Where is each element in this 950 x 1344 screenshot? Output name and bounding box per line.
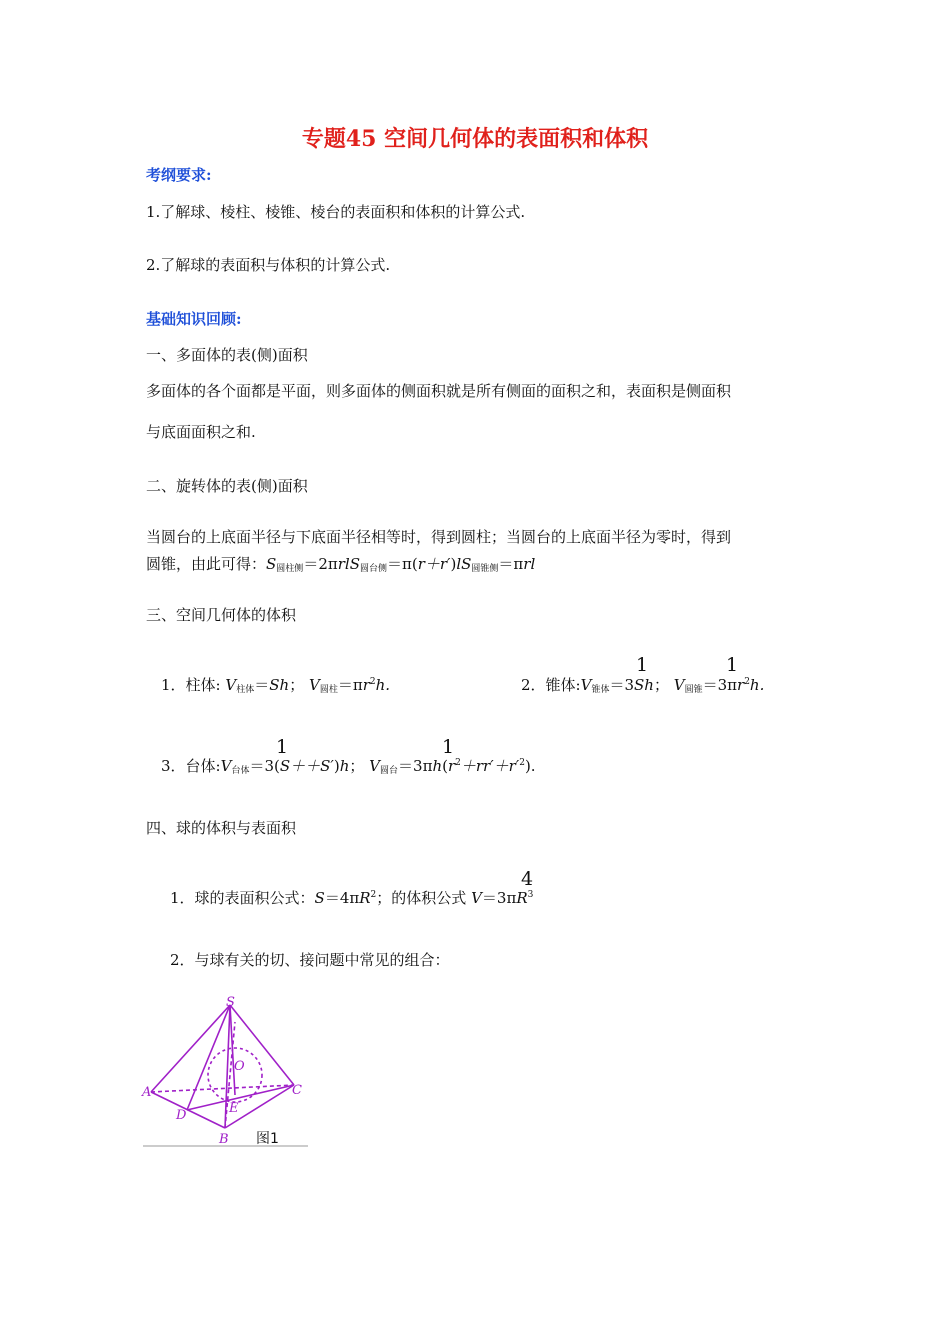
cyl-lateral-S: S: [266, 555, 277, 573]
section-4-heading: 四、球的体积与表面积: [146, 819, 297, 837]
frustum-lateral-eq: ＝π(: [386, 555, 418, 573]
cyl-lateral-eq: ＝2π: [303, 555, 338, 573]
section-2-formula-line: [146, 553, 535, 574]
sphere-R2: R: [516, 889, 528, 907]
label-E: E: [229, 1101, 239, 1116]
line-SD: [187, 1005, 230, 1110]
sphere-label: 1．球的表面积公式：: [170, 889, 315, 907]
cone-r: r: [737, 676, 745, 694]
label-S: S: [226, 995, 235, 1010]
prism-label: 1．柱体:: [161, 676, 221, 694]
prism-sub: 柱体: [236, 685, 255, 695]
section-1-text-line1: 多面体的各个面都是平面，则多面体的侧面积就是所有侧面的面积之和，表面积是侧面积: [146, 382, 732, 400]
sphere-sq: 2: [370, 890, 377, 900]
label-O: O: [234, 1059, 245, 1074]
truncated-cone-pi: π: [422, 757, 433, 775]
sphere-eq: ＝4π: [324, 889, 360, 907]
cylinder-sub: 圆柱: [319, 685, 338, 695]
truncated-cone-end: ).: [524, 757, 536, 775]
edge-SA: [151, 1005, 230, 1092]
sphere-frac-numerator: 4: [521, 868, 534, 890]
cylinder-sq: 2: [369, 677, 376, 687]
frustum-frac-numerator: 1: [276, 736, 289, 758]
pyramid-V: V: [580, 676, 592, 694]
frustum-S: S＋＋S′: [279, 757, 334, 775]
truncated-cone-h: h: [432, 757, 443, 775]
section-1-heading: 一、多面体的表(侧)面积: [146, 346, 308, 364]
frustum-h: h: [339, 757, 350, 775]
truncated-cone-sub: 圆台: [380, 766, 399, 776]
height-SE: [230, 1005, 235, 1095]
sphere-cube: 3: [527, 890, 534, 900]
cone-pi: π: [727, 676, 738, 694]
edge-AC: [151, 1085, 294, 1092]
pyramid-sep: ；: [653, 676, 669, 694]
sphere-S: S: [314, 889, 325, 907]
prism-eq: ＝: [254, 676, 270, 694]
cone-sub: 圆锥: [684, 685, 703, 695]
pyramid-Sh: Sh: [634, 676, 654, 694]
frustum-lateral-sub: 圆台侧: [359, 564, 387, 574]
frustum-lateral-S: S: [349, 555, 360, 573]
pyramid-sub: 锥体: [591, 685, 610, 695]
prism-V: V: [225, 676, 237, 694]
cone-lateral-eq: ＝π: [498, 555, 524, 573]
pyramid-volume-formula: [521, 674, 764, 695]
truncated-cone-frac-numerator: 1: [442, 736, 455, 758]
figure-1-pyramid-sphere: [140, 995, 315, 1155]
exam-requirements-heading: 考纲要求:: [146, 166, 212, 184]
sphere-mid: ；的体积公式: [376, 889, 467, 907]
sphere-V: V: [471, 889, 482, 907]
section-3-heading: 三、空间几何体的体积: [146, 606, 297, 624]
label-B: B: [219, 1132, 229, 1147]
section-2-text-line1: 当圆台的上底面半径与下底面半径相等时，得到圆柱；当圆台的上底面半径为零时，得到: [146, 528, 732, 546]
prism-Sh: Sh: [269, 676, 290, 694]
pyramid-frac-numerator: 1: [636, 654, 649, 676]
exam-requirement-1: 1.了解球、棱柱、棱锥、棱台的表面积和体积的计算公式.: [146, 203, 526, 221]
pyramid-eq: ＝3: [609, 676, 635, 694]
basics-heading: 基础知识回顾:: [146, 310, 242, 328]
cylinder-h: h.: [375, 676, 391, 694]
cone-frac-numerator: 1: [726, 654, 739, 676]
frustum-eq: ＝3(: [249, 757, 280, 775]
page-title: 专题45 空间几何体的表面积和体积: [301, 126, 649, 152]
cyl-lateral-sub: 圆柱侧: [276, 564, 304, 574]
truncated-cone-sq2: 2: [519, 758, 525, 768]
truncated-cone-r: r: [447, 757, 456, 775]
cylinder-eq: ＝π: [337, 676, 363, 694]
frustum-lateral-close: ): [450, 555, 457, 573]
frustum-volume-formula: [161, 755, 536, 776]
sphere-R: R: [359, 889, 371, 907]
cone-lateral-sub: 圆锥侧: [471, 564, 499, 574]
cone-lateral-rl: rl: [523, 555, 536, 573]
cylinder-V: V: [309, 676, 320, 694]
pyramid-label: 2．锥体:: [521, 676, 581, 694]
truncated-cone-V: V: [369, 757, 381, 775]
label-A: A: [142, 1085, 152, 1100]
exam-requirement-2: 2.了解球的表面积与体积的计算公式.: [146, 256, 391, 274]
label-D: D: [176, 1108, 187, 1123]
cone-V: V: [673, 676, 685, 694]
sphere-pi: π: [506, 889, 517, 907]
frustum-close: ): [333, 757, 340, 775]
frustum-label: 3．台体:: [161, 757, 221, 775]
cone-lateral-S: S: [461, 555, 472, 573]
cone-h: h.: [749, 676, 765, 694]
cone-eq: ＝3: [702, 676, 728, 694]
sphere-formula: [170, 887, 533, 908]
frustum-lateral-rr: r＋r′: [417, 555, 451, 573]
truncated-cone-sq: 2: [455, 758, 461, 768]
frustum-V: V: [220, 757, 232, 775]
cylinder-r: r: [362, 676, 370, 694]
sphere-eq2: ＝3: [481, 889, 507, 907]
frustum-lateral-l: l: [456, 555, 462, 573]
prism-sep: ；: [289, 676, 305, 694]
prism-volume-formula: [161, 674, 390, 695]
frustum-sub: 台体: [231, 766, 250, 776]
section-2-lead: 圆锥，由此可得：: [146, 555, 267, 573]
cone-sq: 2: [744, 677, 750, 687]
section-1-text-line2: 与底面面积之和.: [146, 423, 256, 441]
section-2-heading: 二、旋转体的表(侧)面积: [146, 477, 308, 495]
truncated-cone-paren: (: [442, 757, 448, 775]
cyl-lateral-rl: rl: [337, 555, 350, 573]
sphere-combination-text: 2．与球有关的切、接问题中常见的组合：: [170, 951, 450, 969]
label-C: C: [292, 1083, 302, 1098]
frustum-sep: ；: [349, 757, 365, 775]
truncated-cone-eq: ＝3: [398, 757, 423, 775]
truncated-cone-mid: ＋rr′＋r′: [460, 757, 520, 775]
figure-caption: 图1: [256, 1131, 279, 1147]
